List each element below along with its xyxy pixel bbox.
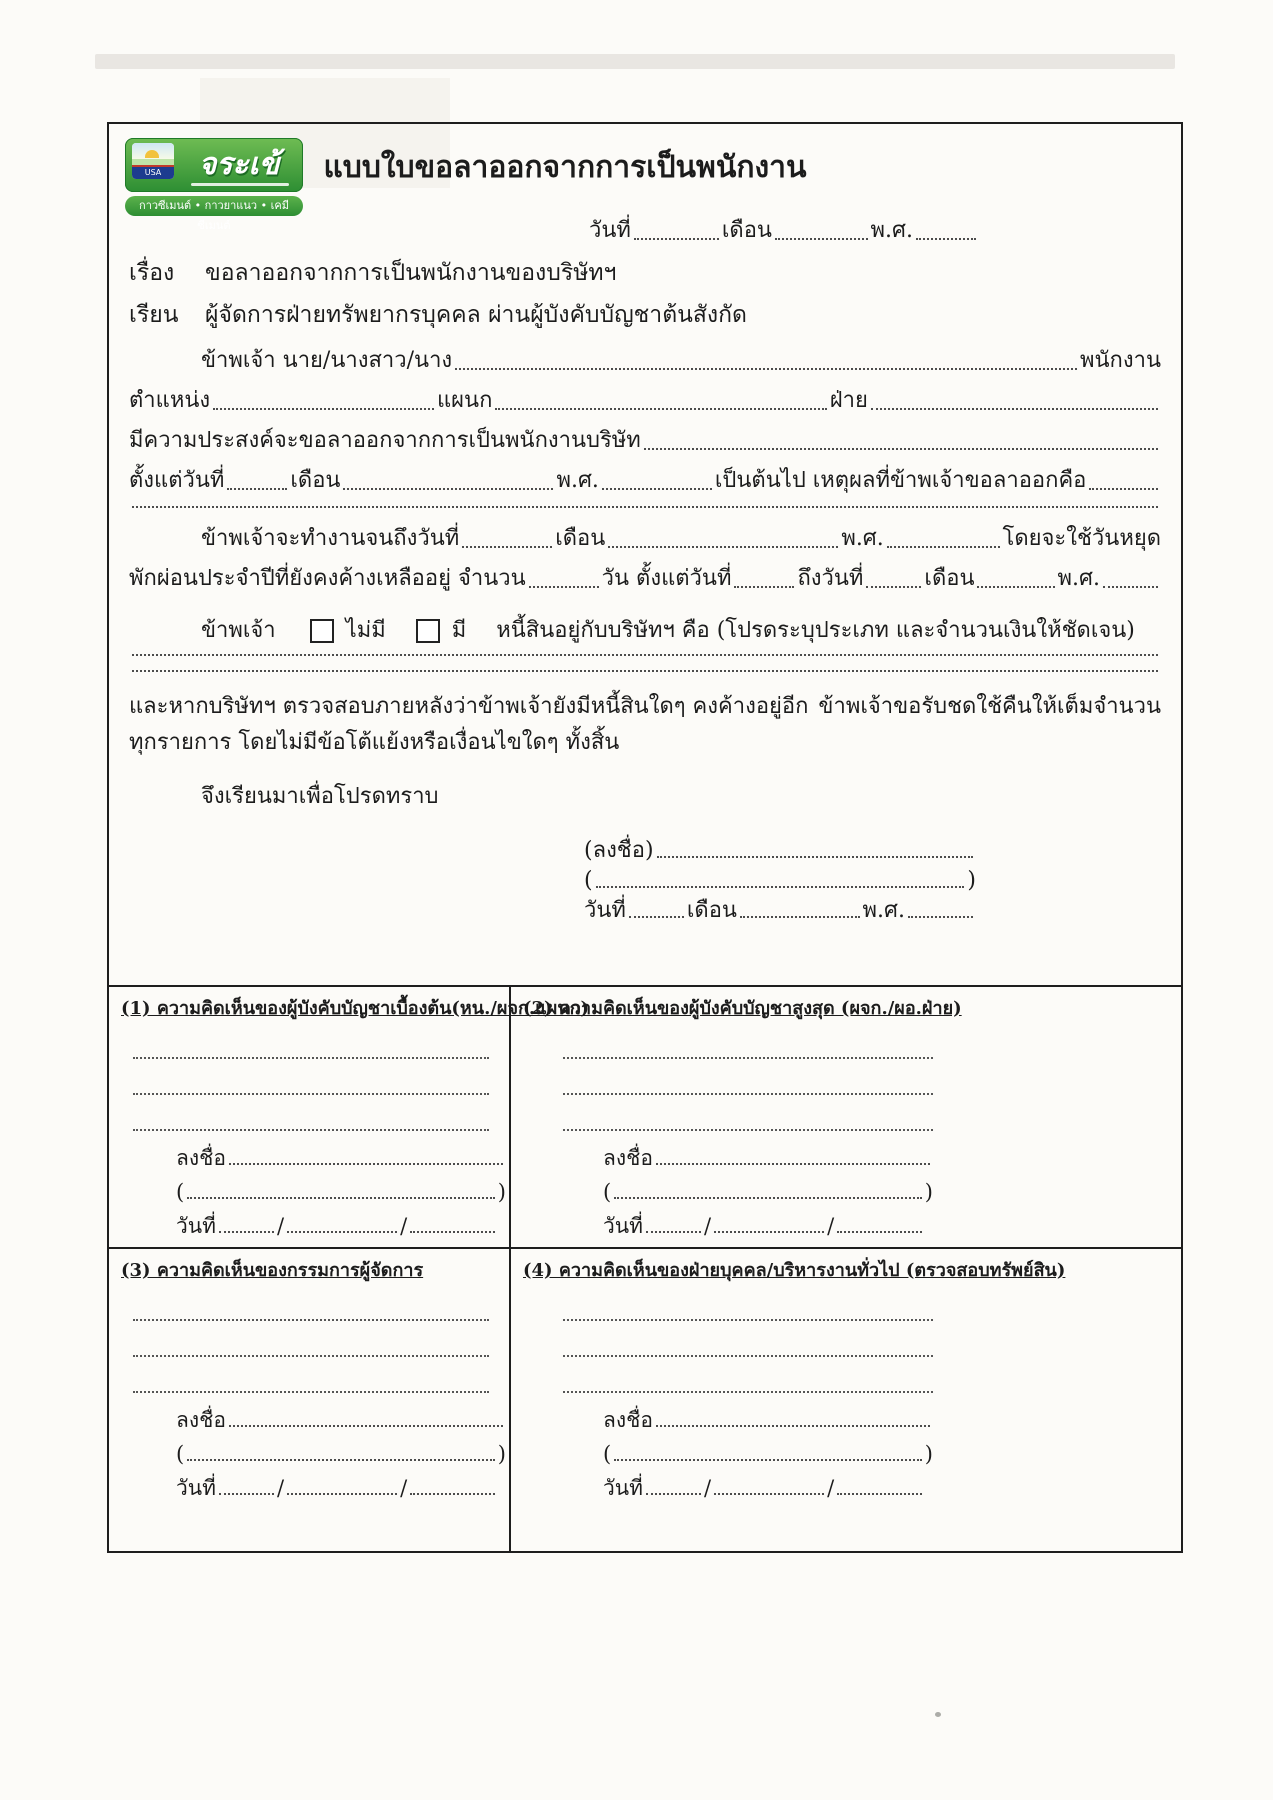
name-prefix: ข้าพเจ้า นาย/นางสาว/นาง [201,348,453,373]
paren-open: ( [603,1180,612,1204]
dotted-blank [644,448,1158,450]
year-label: พ.ศ. [556,468,599,493]
sign-label: ลงชื่อ [603,1408,653,1432]
dotted-blank [563,1023,933,1059]
slash: / [704,1476,712,1500]
dotted-blank [714,1493,824,1495]
dotted-blank [596,886,965,888]
guarantee-text-b: ข้าพเจ้าขอรับชดใช้คืนให้เต็มจำนวน [818,694,1161,719]
dotted-blank [132,506,1158,508]
month-label: เดือน [290,468,341,493]
last-working-day-line [129,524,1161,554]
slash: / [827,1214,835,1238]
dotted-blank [187,1459,495,1461]
dotted-blank [734,586,794,588]
scan-artifact-speck [935,1712,941,1717]
checkbox-has-debt[interactable] [416,619,440,643]
date-label: วันที่ [176,1214,216,1238]
slash: / [277,1214,285,1238]
dotted-blank [187,1197,495,1199]
dotted-blank [866,586,921,588]
section-label: แผนก [436,388,493,413]
sunrise-icon [132,143,174,159]
dotted-blank [219,1231,274,1233]
date-label: วันที่ [589,218,631,243]
dotted-blank [646,1493,701,1495]
dotted-blank [563,1285,933,1321]
dotted-blank [656,1163,930,1165]
opinion-2-header: (2) ความคิดเห็นของผู้บังคับบัญชาสูงสุด (ผจก./ผอ.ฝ่าย) [523,998,962,1019]
scan-artifact-streak [95,54,1175,69]
guarantee-text-c: ทุกรายการ โดยไม่มีข้อโต้แย้งหรือเงื่อนไขใดๆ ทั้งสิ้น [129,730,620,755]
month-label: เดือน [721,218,772,243]
annual-leave-line [129,564,1161,594]
date-label: วันที่ [603,1476,643,1500]
subject-label: เรื่อง [129,260,175,286]
dotted-blank [837,1231,922,1233]
dotted-blank [1103,586,1158,588]
opinion-1-signature [176,1145,506,1239]
dotted-blank [219,1493,274,1495]
intent-text: มีความประสงค์จะขอลาออกจากการเป็นพนักงานบริษัท [129,428,641,453]
dotted-blank [614,1459,922,1461]
opinion-cell-3 [109,1249,511,1551]
dotted-blank [740,916,860,918]
date-label: วันที่ [176,1476,216,1500]
leave-remaining-label: พักผ่อนประจำปีที่ยังคงค้างเหลืออยู่ จำนวน [129,566,526,591]
to-date-label: ถึงวันที่ [797,566,864,591]
dotted-blank [455,368,1077,370]
dotted-blank [775,238,868,240]
dotted-blank [287,1493,397,1495]
closing-text: จึงเรียนมาเพื่อโปรดทราบ [201,784,439,809]
dotted-blank [563,1357,933,1393]
month-label: เดือน [686,898,737,923]
name-line [129,346,1161,376]
company-logo [125,138,303,232]
paren-open: ( [603,1442,612,1466]
opinion-1-header: (1) ความคิดเห็นของผู้บังคับบัญชาเบื้องต้น(หน./ผจก.แผนก) [121,998,590,1019]
debt-subject: ข้าพเจ้า [201,618,276,643]
has-debt-label: มี [451,618,467,643]
brand-tagline: กาวซีเมนต์ • กาวยาแนว • เคมีซีเมนต์ [125,196,303,216]
paren-close: ) [924,1180,933,1204]
sign-label: ลงชื่อ [176,1408,226,1432]
dotted-blank [646,1231,701,1233]
sign-line [584,838,976,864]
sign-name-line [176,1179,506,1205]
opinion-table [109,985,1181,1551]
no-debt-label: ไม่มี [345,618,386,643]
month-label: เดือน [555,526,606,551]
sign-name-line [603,1179,933,1205]
dotted-blank [714,1231,824,1233]
debt-detail-label: หนี้สินอยู่กับบริษัทฯ คือ (โปรดระบุประเภท และจำนวนเงินให้ชัดเจน) [496,618,1135,643]
sign-date-line [176,1475,506,1501]
dotted-blank [634,238,719,240]
logo-green-box [125,138,303,192]
opinion-2-signature [603,1145,933,1239]
dotted-blank [837,1493,922,1495]
guarantee-text-a: และหากบริษัทฯ ตรวจสอบภายหลังว่าข้าพเจ้ายังมีหนี้สินใดๆ คงค้างอยู่อีก [129,694,809,719]
sign-label: ลงชื่อ [603,1146,653,1170]
paren-close: ) [967,868,976,893]
debt-blank-line [129,654,1161,662]
dotted-blank [602,488,712,490]
dotted-blank [608,546,838,548]
days-from-label: วัน ตั้งแต่วันที่ [601,566,732,591]
paren-close: ) [497,1442,506,1466]
checkbox-no-debt[interactable] [310,619,334,643]
dotted-blank [133,1095,489,1131]
dotted-blank [916,238,976,240]
effective-date-line [129,466,1161,496]
work-until-label: ข้าพเจ้าจะทำงานจนถึงวันที่ [201,526,460,551]
dotted-blank [529,586,599,588]
opinion-4-header: (4) ความคิดเห็นของฝ่ายบุคคล/บริหารงานทั่วไป (ตรวจสอบทรัพย์สิน) [523,1260,1066,1281]
sign-name-line [603,1441,933,1467]
to-label: เรียน [129,302,179,328]
paren-open: ( [584,868,593,893]
dotted-blank [410,1231,495,1233]
sign-label: (ลงชื่อ) [584,838,654,863]
opinion-cell-4 [511,1249,1181,1551]
dotted-blank [887,546,1000,548]
sign-name-line [176,1441,506,1467]
guarantee-line-2 [129,728,1161,758]
sun-icon [145,150,159,158]
to-row [129,300,1161,330]
slash: / [827,1476,835,1500]
dotted-blank [563,1059,933,1095]
dotted-blank [462,546,552,548]
debt-blank-line [129,670,1161,678]
year-label: พ.ศ. [841,526,884,551]
slash: / [704,1214,712,1238]
date-label: วันที่ [584,898,626,923]
dotted-blank [614,1197,922,1199]
date-label: วันที่ [603,1214,643,1238]
dotted-blank [657,856,973,858]
dotted-blank [977,586,1054,588]
header-date-line [589,216,979,246]
sign-label: ลงชื่อ [176,1146,226,1170]
signature-block [584,838,976,924]
position-line [129,386,1161,416]
dotted-blank [133,1321,489,1357]
sign-date-line [603,1213,933,1239]
dotted-blank [133,1357,489,1393]
slash: / [400,1476,408,1500]
dotted-blank [287,1231,397,1233]
debt-declaration-line [129,616,1161,646]
subject-text: ขอลาออกจากการเป็นพนักงานของบริษัทฯ [205,260,617,286]
dotted-blank [133,1023,489,1059]
sign-date-line [584,898,976,924]
employee-suffix: พนักงาน [1080,348,1161,373]
paren-open: ( [176,1180,185,1204]
form-title: แบบใบขอลาออกจากการเป็นพนักงาน [323,150,807,185]
dotted-blank [908,916,973,918]
dotted-blank [132,670,1158,672]
opinion-cell-2 [511,987,1181,1249]
dotted-blank [629,916,684,918]
opinion-3-header: (3) ความคิดเห็นของกรรมการผู้จัดการ [121,1260,424,1281]
sign-line [176,1407,506,1433]
sign-line [603,1407,933,1433]
dotted-blank [133,1285,489,1321]
opinion-4-signature [603,1407,933,1501]
to-text: ผู้จัดการฝ่ายทรัพยากรบุคคล ผ่านผู้บังคับบัญชาต้นสังกัด [205,302,747,328]
dotted-blank [871,408,1158,410]
paren-close: ) [497,1180,506,1204]
dotted-blank [213,408,434,410]
dotted-blank [410,1493,495,1495]
sign-line [176,1145,506,1171]
year-label: พ.ศ. [862,898,905,923]
dotted-blank [1089,488,1158,490]
year-label: พ.ศ. [1057,566,1100,591]
dotted-blank [133,1059,489,1095]
division-label: ฝ่าย [829,388,868,413]
dotted-blank [343,488,553,490]
subject-row [129,258,1161,288]
sign-line [603,1145,933,1171]
usa-badge: USA [132,165,174,179]
brand-name: จระเข้ [198,147,280,182]
dotted-blank [563,1321,933,1357]
dotted-blank [229,1163,503,1165]
opinion-cell-1 [109,987,590,1249]
year-label: พ.ศ. [870,218,913,243]
paren-open: ( [176,1442,185,1466]
dotted-blank [132,654,1158,656]
dotted-blank [656,1425,930,1427]
logo-picture-tile [132,143,174,179]
brand-slogan-line [191,183,289,186]
slash: / [277,1476,285,1500]
reason-label: เป็นต้นไป เหตุผลที่ข้าพเจ้าขอลาออกคือ [714,468,1087,493]
opinion-3-signature [176,1407,506,1501]
dotted-blank [495,408,826,410]
dotted-blank [229,1425,503,1427]
resignation-form [107,122,1183,1553]
from-date-label: ตั้งแต่วันที่ [129,468,225,493]
sign-date-line [176,1213,506,1239]
dotted-blank [227,488,287,490]
use-holiday-label: โดยจะใช้วันหยุด [1002,526,1161,551]
form-body [109,124,1181,983]
slash: / [400,1214,408,1238]
month-label: เดือน [924,566,975,591]
position-label: ตำแหน่ง [129,388,211,413]
closing-line [129,782,1161,812]
reason-blank-line [129,506,1161,514]
company-line [129,426,1161,456]
paren-close: ) [924,1442,933,1466]
dotted-blank [563,1095,933,1131]
sign-date-line [603,1475,933,1501]
sign-name-line [584,868,976,894]
guarantee-line-1 [129,692,1161,722]
